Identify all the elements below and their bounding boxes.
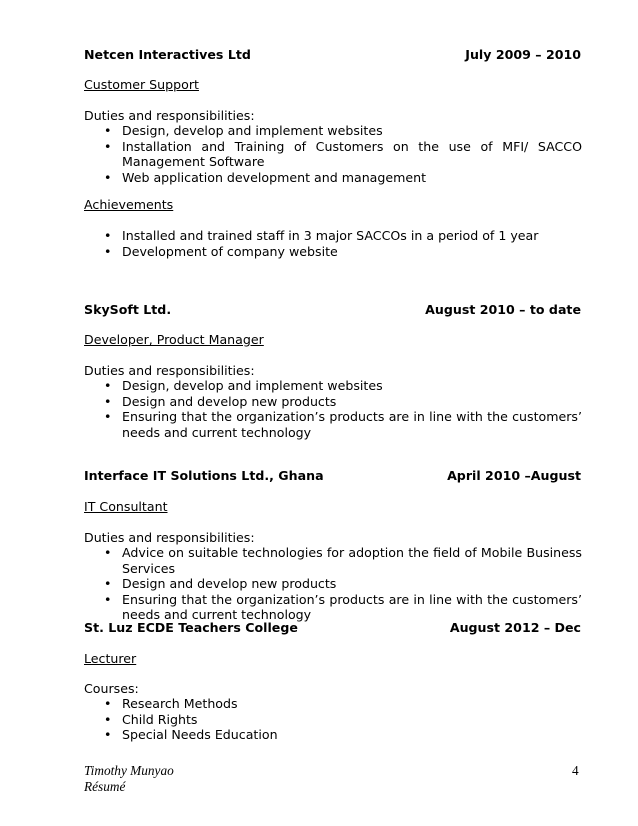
list-heading: Courses: [84, 681, 139, 696]
page-footer [84, 763, 174, 795]
achievements-heading: Achievements [84, 197, 174, 212]
company-name: Interface IT Solutions Ltd., Ghana [84, 468, 324, 483]
company-name: SkySoft Ltd. [84, 302, 172, 317]
job-role: Customer Support [84, 77, 199, 92]
job-header [84, 620, 581, 636]
footer-doc-title: Résumé [84, 779, 126, 794]
company-name: Netcen Interactives Ltd [84, 47, 251, 62]
list-item: • Installed and trained staff in 3 major SACCOs in a period of 1 year [84, 228, 582, 244]
list-heading: Duties and responsibilities: [84, 530, 255, 545]
list-heading: Duties and responsibilities: [84, 108, 255, 123]
job-header [84, 47, 581, 63]
job-dates: July 2009 – 2010 [465, 47, 581, 62]
list-item: • Research Methods [84, 696, 582, 712]
job-header [84, 302, 581, 318]
list-item: • Design, develop and implement websites [84, 378, 582, 394]
duties-list [84, 545, 582, 623]
duties-list [84, 378, 582, 440]
list-item: • Ensuring that the organization’s products are in line with the customers’ needs and current technology [84, 592, 582, 623]
job-dates: August 2010 – to date [425, 302, 581, 317]
list-item: • Design and develop new products [84, 576, 582, 592]
list-heading: Duties and responsibilities: [84, 363, 255, 378]
list-item: • Child Rights [84, 712, 582, 728]
footer-author: Timothy Munyao [84, 763, 174, 778]
list-item: • Design, develop and implement websites [84, 123, 582, 139]
list-item: • Ensuring that the organization’s products are in line with the customers’ needs and current technology [84, 409, 582, 440]
job-dates: August 2012 – Dec [449, 620, 581, 635]
list-item: • Web application development and management [84, 170, 582, 186]
job-role: IT Consultant [84, 499, 168, 514]
job-header [84, 468, 581, 484]
list-item: • Advice on suitable technologies for adoption the field of Mobile Business Services [84, 545, 582, 576]
job-role: Developer, Product Manager [84, 332, 264, 347]
list-item: • Design and develop new products [84, 394, 582, 410]
page-number: 4 [572, 763, 579, 778]
company-name: St. Luz ECDE Teachers College [84, 620, 298, 635]
job-dates: April 2010 –August [447, 468, 581, 483]
duties-list [84, 123, 582, 185]
list-item: • Development of company website [84, 244, 582, 260]
job-role: Lecturer [84, 651, 137, 666]
list-item: • Installation and Training of Customers on the use of MFI/ SACCO Management Software [84, 139, 582, 170]
achievements-list [84, 228, 582, 259]
courses-list [84, 696, 582, 743]
list-item: • Special Needs Education [84, 727, 582, 743]
